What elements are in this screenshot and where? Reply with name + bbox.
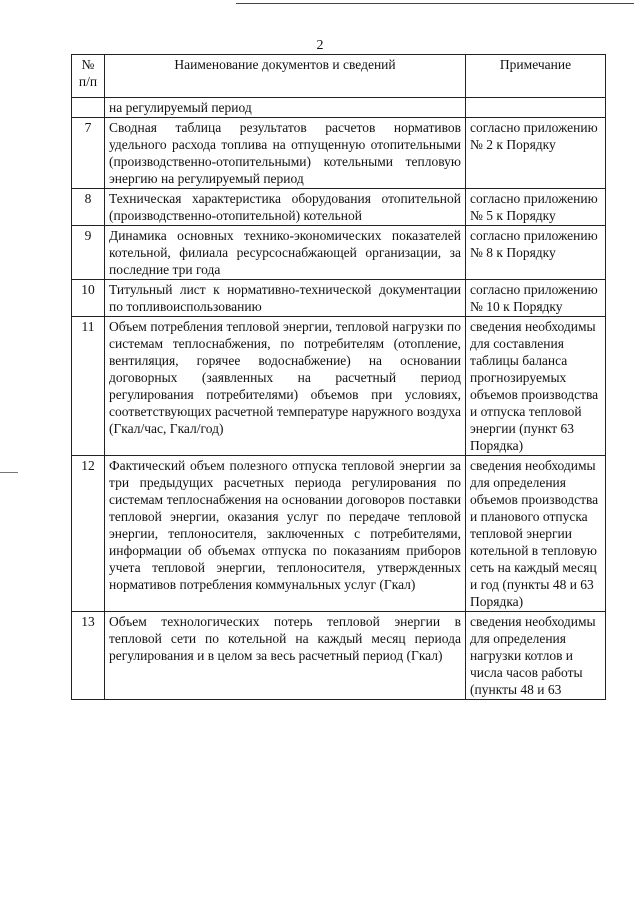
page-number: 2 [316, 38, 324, 53]
row-number: 7 [72, 118, 105, 189]
table-header-row [72, 55, 606, 98]
scan-top-border [236, 3, 634, 4]
row-note [466, 98, 606, 118]
table-row [72, 118, 606, 189]
row-note: согласно приложению № 10 к Порядку [466, 280, 606, 317]
table-row [72, 226, 606, 280]
documents-table [71, 54, 606, 700]
table-row [72, 456, 606, 612]
row-name: Сводная таблица результатов расчетов нормативов удельного расхода топлива на отпущенную отопительными (производственно-отопительными) котельными тепловую энергию на регулируемый период [105, 118, 466, 189]
row-number [72, 98, 105, 118]
row-note: сведения необходимы для составления таблицы баланса прогнозируемых объемов производства и отпуска тепловой энергии (пункт 63 Порядка) [466, 317, 606, 456]
row-name: на регулируемый период [105, 98, 466, 118]
row-name: Техническая характеристика оборудования отопительной (производственно-отопительной) котельной [105, 189, 466, 226]
table-row [72, 612, 606, 700]
row-number: 12 [72, 456, 105, 612]
margin-mark [0, 472, 18, 473]
row-name: Объем потребления тепловой энергии, тепловой нагрузки по системам теплоснабжения, по потребителям (отопление, вентиляция, горячее водоснабжение) на основании договорных (заявленных на расчетный период регулирования потребителями) объемов при условиях, соответствующих расчетной температуре наружного воздуха (Гкал/час, Гкал/год) [105, 317, 466, 456]
row-note: согласно приложению № 5 к Порядку [466, 189, 606, 226]
table-row [72, 280, 606, 317]
row-number: 13 [72, 612, 105, 700]
table-row [72, 317, 606, 456]
row-name: Динамика основных технико-экономических показателей котельной, филиала ресурсоснабжающей организации, за последние три года [105, 226, 466, 280]
row-note: согласно приложению № 2 к Порядку [466, 118, 606, 189]
header-name: Наименование документов и сведений [105, 55, 466, 98]
row-name: Объем технологических потерь тепловой энергии в тепловой сети по котельной на каждый месяц периода регулирования и в целом за весь расчетный период (Гкал) [105, 612, 466, 700]
row-number: 11 [72, 317, 105, 456]
row-note: согласно приложению № 8 к Порядку [466, 226, 606, 280]
row-name: Титульный лист к нормативно-технической документации по топливоиспользованию [105, 280, 466, 317]
row-number: 9 [72, 226, 105, 280]
row-note: сведения необходимы для определения нагрузки котлов и числа часов работы (пункты 48 и 63 [466, 612, 606, 700]
header-number: № п/п [72, 55, 105, 98]
row-name: Фактический объем полезного отпуска тепловой энергии за три предыдущих расчетных периода регулирования по системам теплоснабжения на основании договоров поставки тепловой энергии, оказания услуг по передаче тепловой энергии, теплоносителя, заключенных с потребителями, информации об объемах отпуска по показаниям приборов учета тепловой энергии, теплоносителя, утвержденных нормативов потребления коммунальных услуг (Гкал) [105, 456, 466, 612]
row-number: 8 [72, 189, 105, 226]
header-note: Примечание [466, 55, 606, 98]
row-number: 10 [72, 280, 105, 317]
table-row [72, 189, 606, 226]
table-row-continuation [72, 98, 606, 118]
row-note: сведения необходимы для определения объемов производства и планового отпуска тепловой энергии котельной в тепловую сеть на каждый месяц и год (пункты 48 и 63 Порядка) [466, 456, 606, 612]
